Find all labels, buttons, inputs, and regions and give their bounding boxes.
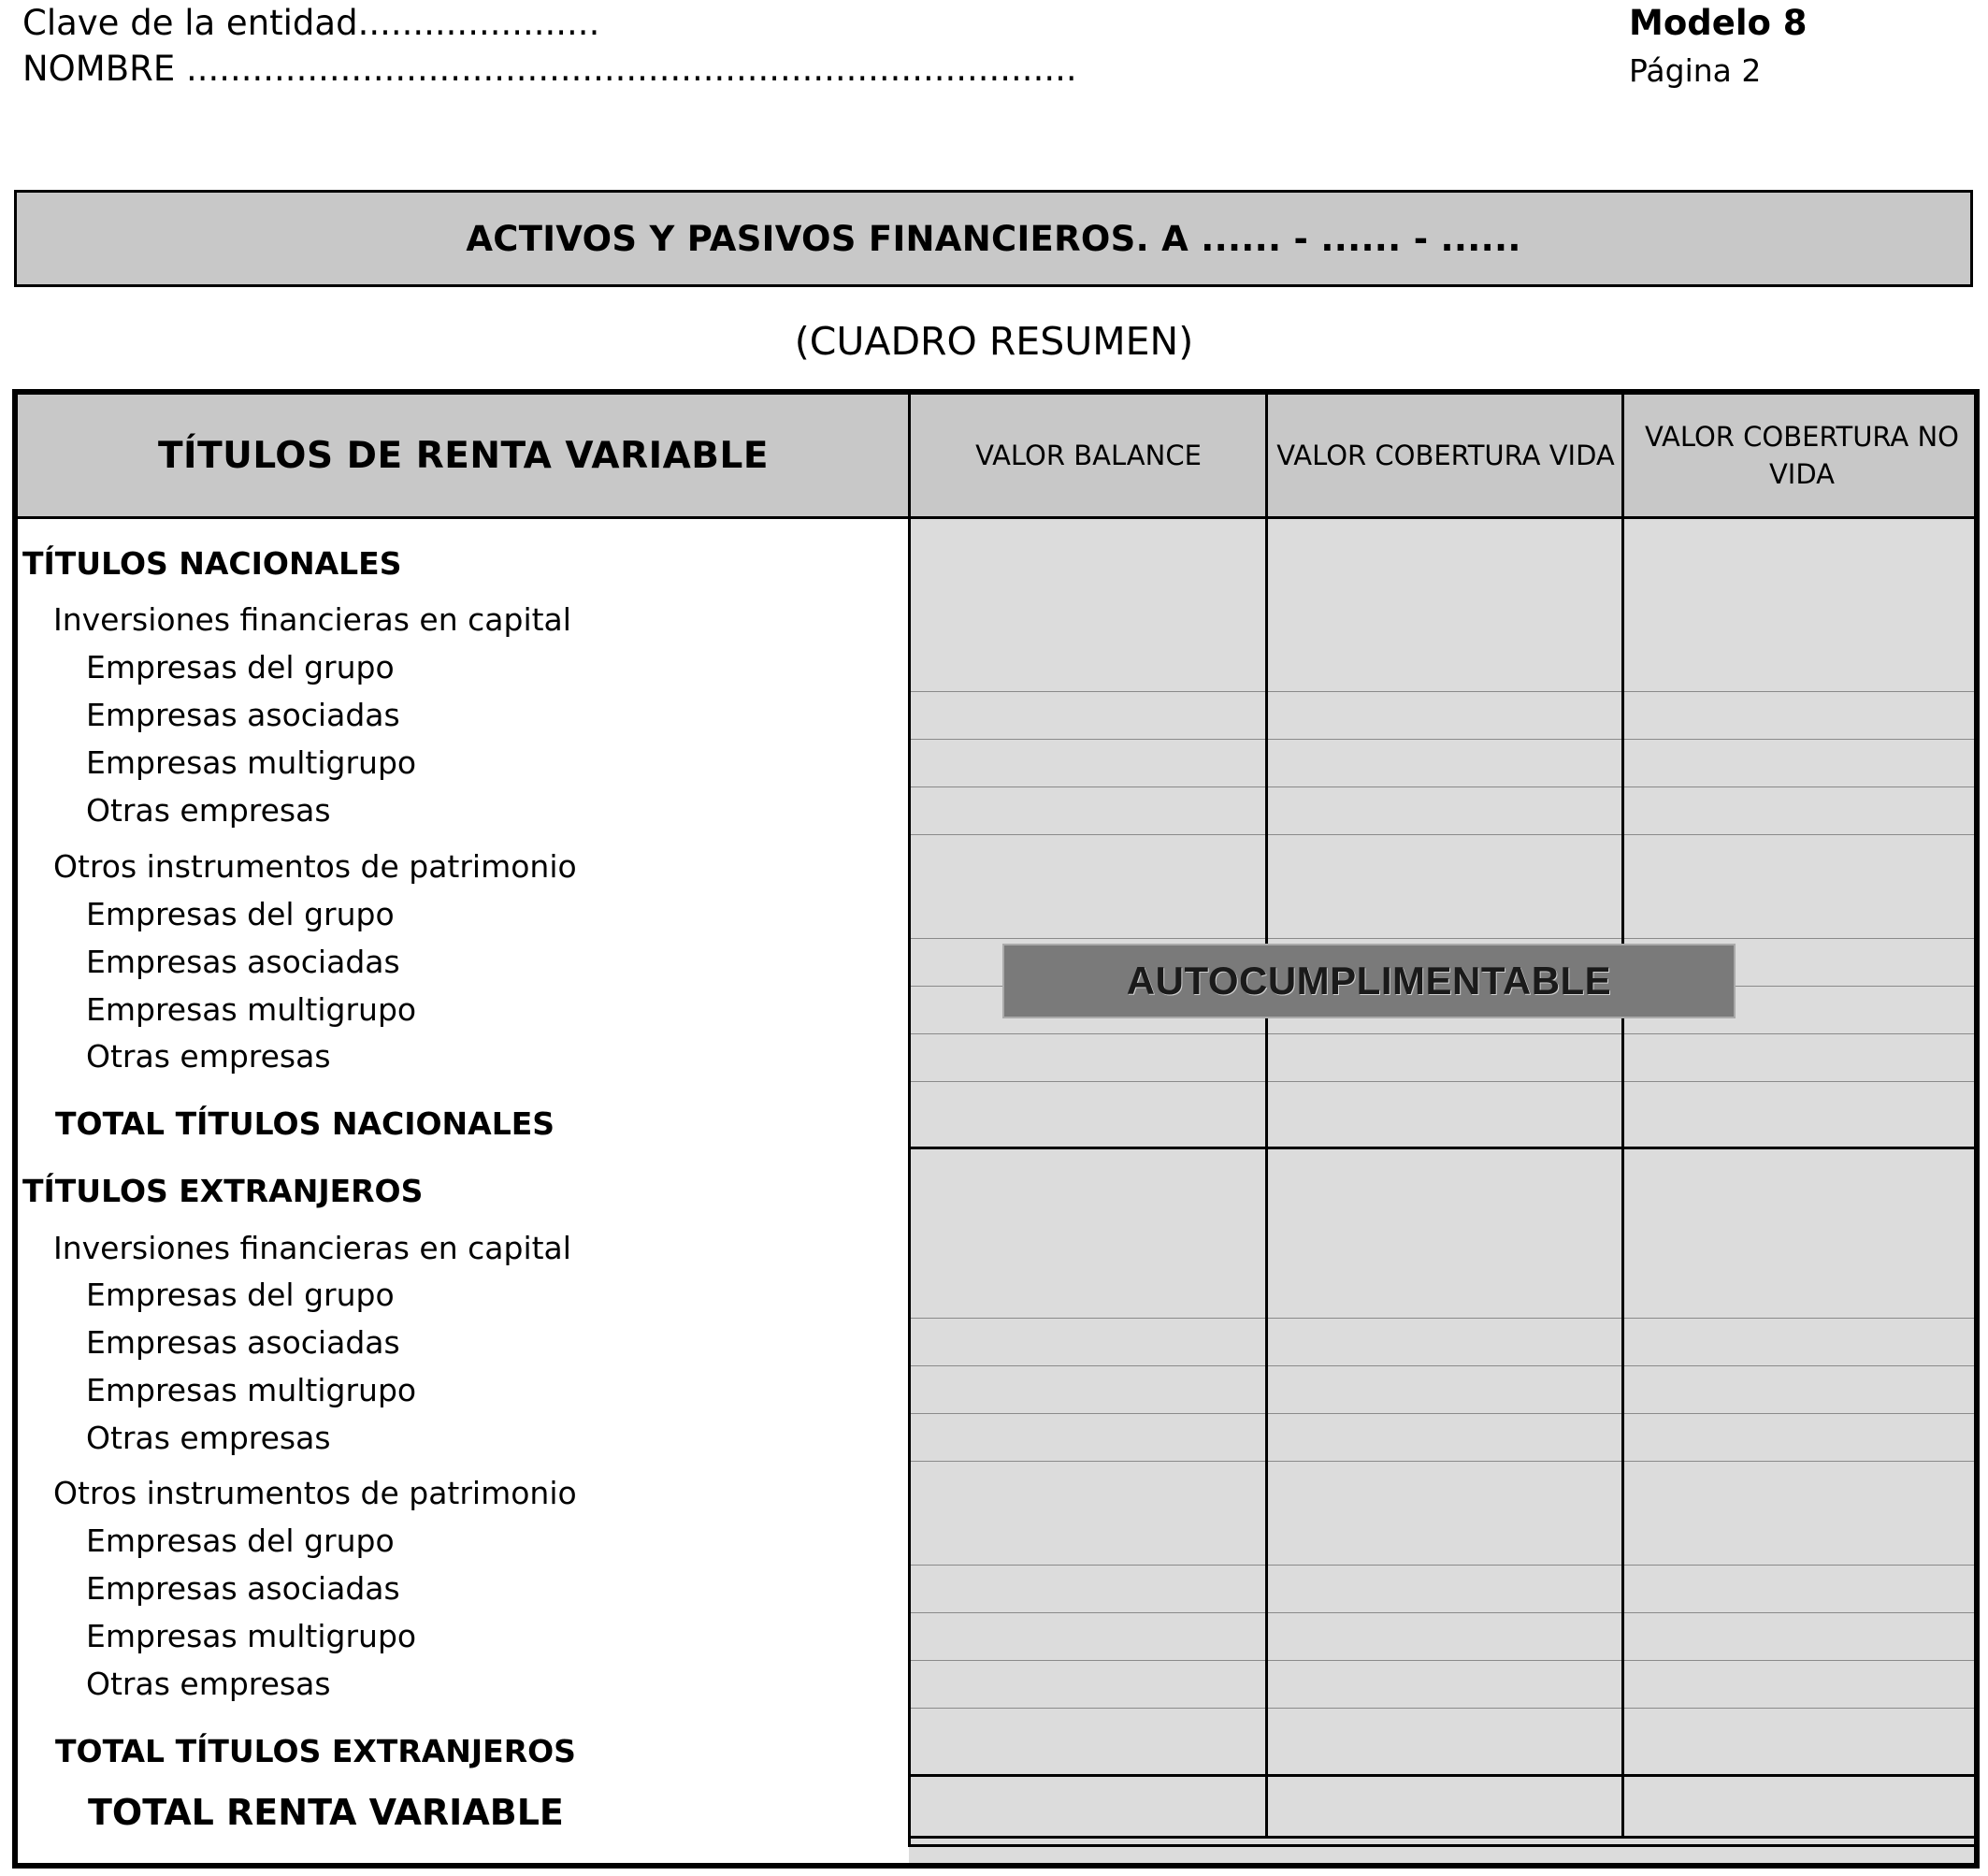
row-label: Otras empresas xyxy=(86,1420,331,1456)
section-heading: TÍTULOS EXTRANJEROS xyxy=(22,1173,424,1209)
row-label: Inversiones financieras en capital xyxy=(53,601,571,638)
total-row-label: TOTAL TÍTULOS NACIONALES xyxy=(55,1105,555,1142)
section-heading: TÍTULOS NACIONALES xyxy=(22,545,402,582)
row-label: Empresas asociadas xyxy=(86,1570,400,1607)
model-number: Modelo 8 xyxy=(1629,3,1808,43)
table-title: TÍTULOS DE RENTA VARIABLE xyxy=(157,434,770,477)
column-header-cobertura-vida: VALOR COBERTURA VIDA xyxy=(1276,440,1615,471)
row-label: Empresas del grupo xyxy=(86,1277,395,1313)
row-label: Empresas asociadas xyxy=(86,697,400,733)
entity-name-field: NOMBRE ................................................................................. xyxy=(22,49,1077,89)
banner-title: ACTIVOS Y PASIVOS FINANCIEROS. A ...... - ...... - ...... xyxy=(466,218,1521,259)
subtitle: (CUADRO RESUMEN) xyxy=(794,319,1194,364)
title-banner xyxy=(14,190,1973,287)
page-number: Página 2 xyxy=(1629,52,1762,89)
column-header-valor-balance: VALOR BALANCE xyxy=(975,440,1202,471)
row-label: Empresas multigrupo xyxy=(86,744,417,781)
grand-total-label: TOTAL RENTA VARIABLE xyxy=(88,1792,564,1833)
row-label: Empresas asociadas xyxy=(86,944,400,980)
column-header-cobertura-no-vida: VALOR COBERTURA NO VIDA xyxy=(1645,421,1959,490)
row-label: Inversiones financieras en capital xyxy=(53,1230,571,1266)
row-label: Otras empresas xyxy=(86,792,331,829)
entity-code-field: Clave de la entidad...................... xyxy=(22,3,600,43)
autocomplete-label: AUTOCUMPLIMENTABLE xyxy=(1126,959,1612,1003)
row-label: Otras empresas xyxy=(86,1038,331,1075)
row-label: Otros instrumentos de patrimonio xyxy=(53,1475,577,1511)
row-label: Otros instrumentos de patrimonio xyxy=(53,848,577,885)
row-label: Otras empresas xyxy=(86,1666,331,1702)
row-label: Empresas multigrupo xyxy=(86,1372,417,1408)
total-row-label: TOTAL TÍTULOS EXTRANJEROS xyxy=(55,1733,576,1769)
row-label: Empresas del grupo xyxy=(86,896,395,932)
autocomplete-badge xyxy=(1002,944,1736,1018)
row-label: Empresas asociadas xyxy=(86,1324,400,1361)
row-label: Empresas multigrupo xyxy=(86,1618,417,1654)
row-label: Empresas del grupo xyxy=(86,1522,395,1559)
row-label: Empresas del grupo xyxy=(86,649,395,685)
row-label: Empresas multigrupo xyxy=(86,991,417,1028)
